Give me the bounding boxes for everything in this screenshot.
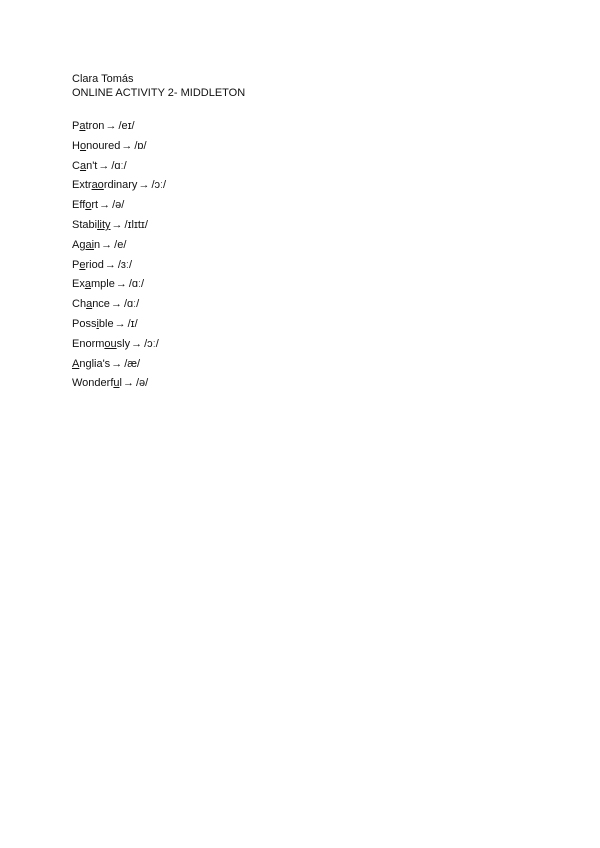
word-underlined-segment: a (79, 159, 87, 172)
word-list (72, 117, 532, 394)
word-entry (72, 157, 532, 177)
word-entry (72, 355, 532, 375)
arrow-icon: → (114, 317, 126, 330)
ipa-transcription: /ɒ/ (134, 139, 147, 152)
arrow-icon: → (99, 199, 111, 212)
ipa-transcription: /ɑː/ (128, 278, 145, 291)
arrow-icon: → (138, 179, 150, 192)
word-underlined-segment: a (79, 120, 86, 132)
arrow-icon: → (98, 159, 110, 172)
arrow-icon: → (115, 278, 127, 291)
word-underlined-segment: ou (104, 337, 117, 350)
word-underlined-segment: e (79, 258, 86, 271)
word-entry (72, 295, 532, 315)
word-entry (72, 256, 532, 276)
ipa-transcription: /æ/ (124, 357, 141, 370)
word-entry (72, 137, 532, 157)
ipa-transcription: /ɪlɪtɪ/ (124, 218, 148, 231)
ipa-transcription: /ɑː/ (123, 298, 140, 311)
ipa-transcription: /ɪ/ (127, 317, 138, 330)
arrow-icon: → (111, 357, 123, 370)
document-title: ONLINE ACTIVITY 2- MIDDLETON (72, 87, 246, 99)
word-prefix: Wonderf (72, 377, 114, 390)
word-entry (72, 335, 532, 355)
word-underlined-segment: ao (91, 179, 104, 192)
word-suffix: nglia's (79, 357, 111, 370)
word-prefix: Ex (72, 278, 85, 291)
word-entry (72, 117, 532, 137)
word-entry (72, 196, 532, 216)
word-underlined-segment: lity (97, 218, 111, 231)
ipa-transcription: /ɑː/ (111, 159, 127, 172)
word-entry (72, 275, 532, 295)
author-name: Clara Tomás (72, 73, 134, 85)
ipa-transcription: /ə/ (135, 377, 149, 390)
word-entry (72, 176, 532, 196)
word-prefix: Eff (72, 199, 86, 212)
word-suffix: riod (85, 258, 104, 271)
word-underlined-segment: o (79, 139, 87, 152)
word-underlined-segment: o (85, 199, 92, 212)
word-prefix: Ch (72, 298, 87, 311)
word-suffix: n (94, 238, 101, 251)
word-prefix: P (72, 258, 80, 271)
word-suffix: rt (91, 199, 99, 212)
word-underlined-segment: a (86, 298, 93, 311)
word-suffix: rdinary (103, 179, 138, 192)
word-suffix: noured (86, 139, 121, 152)
arrow-icon: → (105, 120, 117, 132)
word-suffix: nce (92, 298, 110, 311)
word-suffix: sly (116, 337, 131, 350)
word-prefix: Enorm (72, 337, 105, 350)
arrow-icon: → (101, 238, 113, 251)
word-suffix: n't (86, 159, 98, 172)
ipa-transcription: /ɜː/ (117, 258, 133, 271)
arrow-icon: → (110, 298, 122, 311)
word-prefix: C (72, 159, 80, 172)
ipa-transcription: /ə/ (112, 199, 125, 212)
word-prefix: Stabi (72, 218, 98, 231)
word-underlined-segment: u (113, 377, 120, 390)
word-underlined-segment: i (96, 317, 99, 330)
word-prefix: Poss (72, 317, 97, 330)
word-prefix: P (72, 120, 80, 132)
ipa-transcription: /ɔː/ (144, 337, 159, 350)
arrow-icon: → (122, 377, 134, 390)
word-entry (72, 315, 532, 335)
word-suffix: ble (98, 317, 114, 330)
arrow-icon: → (104, 258, 116, 271)
word-entry (72, 236, 532, 256)
arrow-icon: → (131, 337, 143, 350)
document-body (72, 72, 532, 394)
arrow-icon: → (111, 218, 123, 231)
word-prefix: Ag (72, 238, 86, 251)
word-underlined-segment: a (84, 278, 91, 291)
word-underlined-segment: ai (85, 238, 95, 251)
ipa-transcription: /eɪ/ (118, 120, 135, 132)
word-suffix: mple (90, 278, 115, 291)
word-entry (72, 374, 532, 394)
ipa-transcription: /ɔː/ (151, 179, 167, 192)
word-entry (72, 216, 532, 236)
word-suffix: tron (85, 120, 105, 132)
ipa-transcription: /e/ (114, 238, 127, 251)
word-prefix: H (72, 139, 80, 152)
word-prefix: Extr (72, 179, 92, 192)
arrow-icon: → (121, 139, 133, 152)
word-suffix: l (119, 377, 122, 390)
word-underlined-segment: A (72, 357, 80, 370)
